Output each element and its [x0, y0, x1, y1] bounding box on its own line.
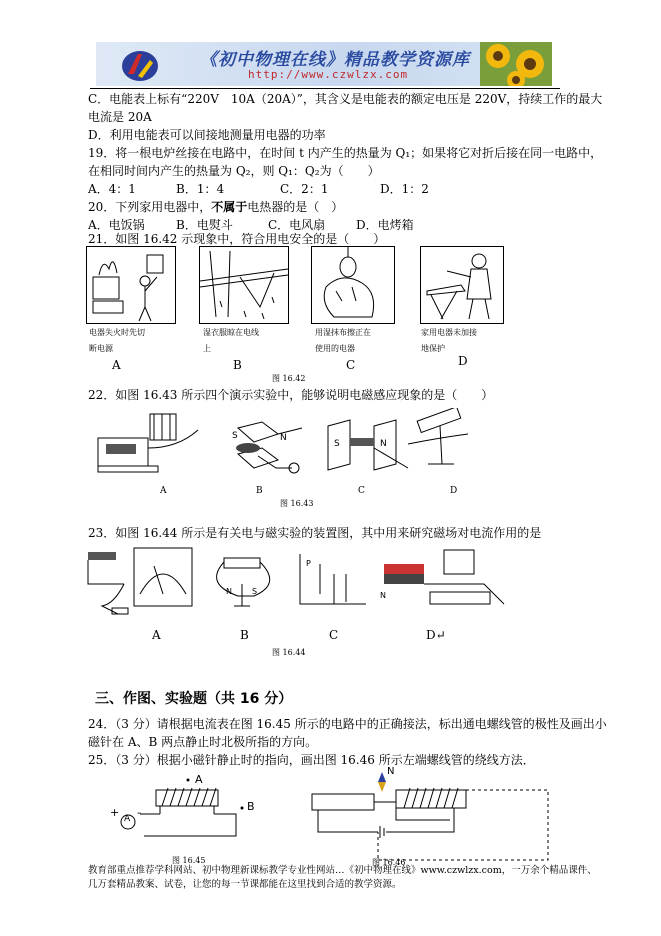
q21-caption-a-line2: 断电源: [89, 344, 113, 353]
svg-text:P: P: [306, 559, 311, 568]
wet-clothes-wire-icon: [200, 247, 288, 323]
q23-letter-c: C: [329, 628, 339, 642]
q20-emphasis: 不属于: [211, 200, 248, 214]
q20-option-d: D．电烤箱: [356, 218, 414, 232]
ammeter-label: A: [124, 814, 131, 824]
q23-apparatus-d: [380, 550, 504, 604]
wipe-lamp-icon: [312, 247, 394, 323]
q23-apparatus-c: [300, 554, 366, 604]
header-banner: [96, 42, 552, 86]
unearthed-iron-icon: [421, 247, 503, 323]
ammeter-minus-terminal: -: [137, 806, 141, 819]
footer-line2: 几万套精品教案、试卷，让您的每一节课都能在这里找到合适的教学资源。: [88, 879, 402, 890]
q23-letter-d: D↵: [426, 628, 446, 642]
q21-caption-c-line2: 使用的电器: [315, 344, 355, 353]
q21-letter-a: A: [112, 358, 121, 372]
q23-stem: 23．如图 16.44 所示是有关电与磁实验的装置图，其中用来研究磁场对电流作用的是: [88, 526, 542, 540]
q21-caption-c-line1: 用湿抹布擦正在: [315, 328, 371, 337]
svg-text:N: N: [280, 433, 287, 443]
q20-option-a: A．电饭锅: [88, 218, 145, 232]
svg-text:N: N: [226, 587, 232, 596]
q22-letter-b: B: [256, 486, 263, 496]
q20-option-b: B．电熨斗: [176, 218, 233, 232]
svg-text:N: N: [380, 439, 387, 449]
q22-apparatus-d: [408, 408, 468, 464]
q23-letter-b: B: [240, 628, 249, 642]
section-title: 三、作图、实验题（共 16 分）: [95, 691, 293, 707]
q18-option-d: D．利用电能表可以间接地测量用电器的功率: [88, 128, 326, 142]
q22-stem: 22．如图 16.43 所示四个演示实验中，能够说明电磁感应现象的是（ ）: [88, 388, 494, 402]
q22-apparatus-a: [98, 414, 198, 472]
q18-option-c-line1: C．电能表上标有“220V 10A（20A）”，其含义是电能表的额定电压是 220V，持续工作的最大: [88, 92, 603, 106]
svg-text:S: S: [252, 587, 258, 596]
q21-caption-b-line1: 湿衣服晾在电线: [203, 328, 259, 337]
q21-picture-a: [86, 246, 176, 324]
q18-option-c-line2: 电流是 20A: [88, 110, 152, 124]
q19-stem-line1: 19．将一根电炉丝接在电路中，在时间 t 内产生的热量为 Q₁；如果将它对折后接在同一电路中，: [88, 146, 603, 160]
q23-figure-label: 图 16.44: [272, 648, 306, 657]
q19-stem-line2: 在相同时间内产生的热量为 Q₂，则 Q₁：Q₂为（ ）: [88, 164, 380, 178]
q22-apparatus-b: [232, 422, 302, 473]
q19-option-b: B．1：4: [176, 182, 225, 196]
q24-point-b: B: [247, 800, 255, 813]
q21-letter-b: B: [233, 358, 242, 372]
q23-experiment-figures: [84, 544, 524, 634]
q21-caption-d-line1: 家用电器未加接: [421, 328, 477, 337]
q21-picture-b: [199, 246, 289, 324]
q23-letter-a: A: [152, 628, 161, 642]
banner-title: 《初中物理在线》精品教学资源库: [200, 50, 470, 70]
q20-option-c: C．电风扇: [268, 218, 326, 232]
q24-figure-label: 图 16.45: [172, 856, 206, 865]
q22-letter-d: D: [450, 486, 458, 496]
svg-text:S: S: [232, 431, 238, 441]
q21-stem: 21．如图 16.42 示现象中，符合用电安全的是（ ）: [88, 232, 386, 246]
q21-letter-d: D: [458, 354, 468, 368]
q21-caption-d-line2: 地保护: [421, 344, 445, 353]
q24-point-a: A: [195, 773, 203, 786]
q22-figure-label: 图 16.43: [280, 499, 314, 508]
solenoid-ammeter-figure: [100, 770, 280, 856]
q25-figure-label: 图 16.46: [372, 858, 406, 867]
q21-picture-c: [311, 246, 395, 324]
sunflower-icon: [480, 42, 552, 86]
q21-caption-a-line1: 电器失火时先切: [89, 328, 145, 337]
q19-option-c: C．2：1: [280, 182, 329, 196]
two-solenoid-figure: [300, 768, 556, 864]
q22-letter-c: C: [358, 486, 365, 496]
q24-stem-line2: 磁针在 A、B 两点静止时北极所指的方向。: [88, 735, 318, 749]
q19-option-a: A．4：1: [88, 182, 136, 196]
q21-figure-label: 图 16.42: [272, 374, 306, 383]
ammeter-plus-terminal: +: [110, 806, 120, 819]
banner-url[interactable]: http://www.czwlzx.com: [248, 68, 409, 81]
q20-stem: 20．下列家用电器中，不属于电热器的是（ ）: [88, 200, 344, 214]
svg-text:N: N: [380, 591, 386, 600]
site-logo: [118, 46, 162, 84]
q21-caption-b-line2: 上: [203, 344, 211, 353]
q25-stem: 25．（3 分）根据小磁针静止时的指向，画出图 16.46 所示左端螺线管的绕线方法．: [88, 753, 535, 767]
q24-stem-line1: 24．（3 分）请根据电流表在图 16.45 所示的电路中的正确接法，标出通电螺线管的极性及画出小: [88, 717, 607, 731]
header-rule: [90, 88, 560, 89]
fire-appliance-icon: [87, 247, 175, 323]
footer-line1: 教育部重点推荐学科网站、初中物理新课标教学专业性网站…《初中物理在线》www.czwlzx.com，一万余个精品课件、: [88, 865, 597, 876]
q21-picture-d: [420, 246, 504, 324]
q22-experiment-figures: [88, 408, 478, 492]
q23-apparatus-a: [88, 548, 192, 614]
q22-apparatus-c: [328, 420, 408, 470]
needle-n-label: N: [387, 766, 395, 777]
q22-letter-a: A: [160, 486, 167, 496]
q19-option-d: D．1：2: [380, 182, 429, 196]
svg-text:S: S: [334, 439, 340, 449]
q23-apparatus-b: [217, 558, 270, 606]
q21-letter-c: C: [346, 358, 356, 372]
